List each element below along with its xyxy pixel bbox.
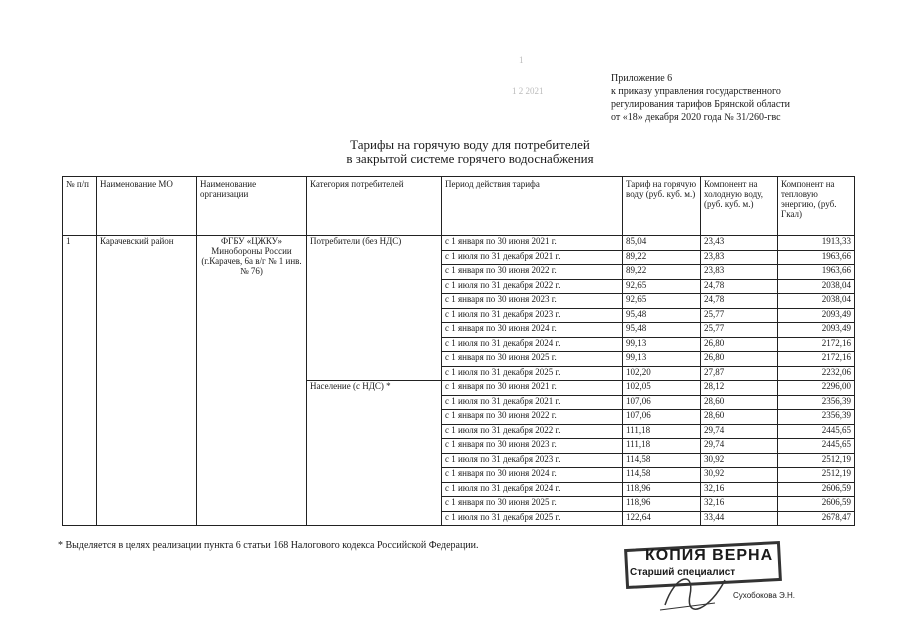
hot-water-tariff: 92,65 — [623, 294, 701, 309]
heat-energy-component: 2296,00 — [778, 381, 855, 396]
appendix-line: Приложение 6 — [611, 73, 673, 84]
col-header-category: Категория потребителей — [307, 177, 442, 236]
heat-energy-component: 2678,47 — [778, 511, 855, 526]
hot-water-tariff: 111,18 — [623, 439, 701, 454]
col-header-mo: Наименование МО — [97, 177, 197, 236]
cold-water-component: 32,16 — [701, 497, 778, 512]
appendix-header — [611, 72, 790, 124]
heat-energy-component: 1963,66 — [778, 265, 855, 280]
row-number: 1 — [63, 236, 97, 526]
appendix-line: к приказу управления государственного — [611, 86, 781, 97]
table-header-row — [63, 177, 855, 236]
cold-water-component: 30,92 — [701, 453, 778, 468]
hot-water-tariff: 102,05 — [623, 381, 701, 396]
heat-energy-component: 2512,19 — [778, 468, 855, 483]
tariff-period: с 1 июля по 31 декабря 2022 г. — [442, 279, 623, 294]
hot-water-tariff: 85,04 — [623, 236, 701, 251]
tariff-period: с 1 июля по 31 декабря 2021 г. — [442, 395, 623, 410]
stamp-text: КОПИЯ ВЕРНА — [645, 547, 774, 564]
table-row — [63, 236, 855, 251]
heat-energy-component: 2038,04 — [778, 279, 855, 294]
cold-water-component: 28,60 — [701, 410, 778, 425]
tariff-period: с 1 июля по 31 декабря 2025 г. — [442, 366, 623, 381]
col-header-cold-water: Компонент на холодную воду, (руб. куб. м.) — [701, 177, 778, 236]
stamp-name: Сухобокова Э.Н. — [733, 591, 796, 600]
cold-water-component: 24,78 — [701, 279, 778, 294]
heat-energy-component: 1963,66 — [778, 250, 855, 265]
title-line: Тарифы на горячую воду для потребителей — [350, 137, 590, 152]
cold-water-component: 27,87 — [701, 366, 778, 381]
scan-date-mark: 1 2 2021 — [512, 86, 544, 96]
heat-energy-component: 2172,16 — [778, 337, 855, 352]
tariff-period: с 1 июля по 31 декабря 2023 г. — [442, 308, 623, 323]
tariff-period: с 1 июля по 31 декабря 2024 г. — [442, 337, 623, 352]
organization-name: ФГБУ «ЦЖКУ» Минобороны России (г.Карачев, 6а в/г № 1 инв. № 76) — [197, 236, 307, 526]
hot-water-tariff: 89,22 — [623, 265, 701, 280]
hot-water-tariff: 99,13 — [623, 352, 701, 367]
tariff-period: с 1 января по 30 июня 2025 г. — [442, 497, 623, 512]
tariff-period: с 1 июля по 31 декабря 2024 г. — [442, 482, 623, 497]
appendix-line: регулирования тарифов Брянской области — [611, 99, 791, 110]
cold-water-component: 29,74 — [701, 439, 778, 454]
hot-water-tariff: 95,48 — [623, 308, 701, 323]
heat-energy-component: 2445,65 — [778, 424, 855, 439]
hot-water-tariff: 114,58 — [623, 468, 701, 483]
cold-water-component: 28,60 — [701, 395, 778, 410]
cold-water-component: 25,77 — [701, 308, 778, 323]
cold-water-component: 23,83 — [701, 250, 778, 265]
tariff-period: с 1 января по 30 июня 2023 г. — [442, 439, 623, 454]
heat-energy-component: 2232,06 — [778, 366, 855, 381]
tariff-period: с 1 января по 30 июня 2024 г. — [442, 323, 623, 338]
cold-water-component: 23,83 — [701, 265, 778, 280]
heat-energy-component: 2093,49 — [778, 308, 855, 323]
title-line: в закрытой системе горячего водоснабжения — [346, 151, 594, 166]
hot-water-tariff: 89,22 — [623, 250, 701, 265]
cold-water-component: 26,80 — [701, 352, 778, 367]
appendix-line: от «18» декабря 2020 года № 31/260-гвс — [611, 112, 781, 123]
hot-water-tariff: 118,96 — [623, 482, 701, 497]
heat-energy-component: 1913,33 — [778, 236, 855, 251]
stamp-position: Старший специалист — [630, 567, 736, 578]
document-title — [300, 138, 640, 166]
consumer-category: Население (с НДС) * — [307, 381, 442, 526]
hot-water-tariff: 114,58 — [623, 453, 701, 468]
hot-water-tariff: 111,18 — [623, 424, 701, 439]
tariff-period: с 1 июля по 31 декабря 2022 г. — [442, 424, 623, 439]
cold-water-component: 32,16 — [701, 482, 778, 497]
cold-water-component: 30,92 — [701, 468, 778, 483]
tariff-period: с 1 января по 30 июня 2021 г. — [442, 381, 623, 396]
cold-water-component: 25,77 — [701, 323, 778, 338]
footnote: * Выделяется в целях реализации пункта 6 статьи 168 Налогового кодекса Российской Федерации. — [58, 540, 479, 551]
hot-water-tariff: 107,06 — [623, 410, 701, 425]
hot-water-tariff: 95,48 — [623, 323, 701, 338]
cold-water-component: 29,74 — [701, 424, 778, 439]
tariff-period: с 1 июля по 31 декабря 2021 г. — [442, 250, 623, 265]
cold-water-component: 24,78 — [701, 294, 778, 309]
col-header-tariff: Тариф на горячую воду (руб. куб. м.) — [623, 177, 701, 236]
hot-water-tariff: 122,64 — [623, 511, 701, 526]
tariff-period: с 1 января по 30 июня 2025 г. — [442, 352, 623, 367]
tariff-period: с 1 января по 30 июня 2021 г. — [442, 236, 623, 251]
cold-water-component: 26,80 — [701, 337, 778, 352]
tariff-period: с 1 июля по 31 декабря 2025 г. — [442, 511, 623, 526]
certification-stamp — [625, 545, 815, 615]
heat-energy-component: 2356,39 — [778, 410, 855, 425]
cold-water-component: 23,43 — [701, 236, 778, 251]
scan-mark: 1 — [519, 55, 524, 65]
cold-water-component: 33,44 — [701, 511, 778, 526]
cold-water-component: 28,12 — [701, 381, 778, 396]
col-header-heat: Компонент на тепловую энергию, (руб. Гкал) — [778, 177, 855, 236]
col-header-period: Период действия тарифа — [442, 177, 623, 236]
heat-energy-component: 2606,59 — [778, 482, 855, 497]
signature-icon — [655, 565, 735, 615]
heat-energy-component: 2445,65 — [778, 439, 855, 454]
tariff-period: с 1 января по 30 июня 2022 г. — [442, 410, 623, 425]
heat-energy-component: 2093,49 — [778, 323, 855, 338]
heat-energy-component: 2356,39 — [778, 395, 855, 410]
tariff-table — [62, 176, 855, 526]
hot-water-tariff: 107,06 — [623, 395, 701, 410]
heat-energy-component: 2606,59 — [778, 497, 855, 512]
hot-water-tariff: 102,20 — [623, 366, 701, 381]
tariff-period: с 1 января по 30 июня 2024 г. — [442, 468, 623, 483]
consumer-category: Потребители (без НДС) — [307, 236, 442, 381]
tariff-period: с 1 января по 30 июня 2023 г. — [442, 294, 623, 309]
tariff-period: с 1 июля по 31 декабря 2023 г. — [442, 453, 623, 468]
col-header-no: № п/п — [63, 177, 97, 236]
heat-energy-component: 2038,04 — [778, 294, 855, 309]
tariff-period: с 1 января по 30 июня 2022 г. — [442, 265, 623, 280]
heat-energy-component: 2512,19 — [778, 453, 855, 468]
heat-energy-component: 2172,16 — [778, 352, 855, 367]
municipality-name: Карачевский район — [97, 236, 197, 526]
hot-water-tariff: 118,96 — [623, 497, 701, 512]
hot-water-tariff: 99,13 — [623, 337, 701, 352]
col-header-org: Наименование организации — [197, 177, 307, 236]
hot-water-tariff: 92,65 — [623, 279, 701, 294]
